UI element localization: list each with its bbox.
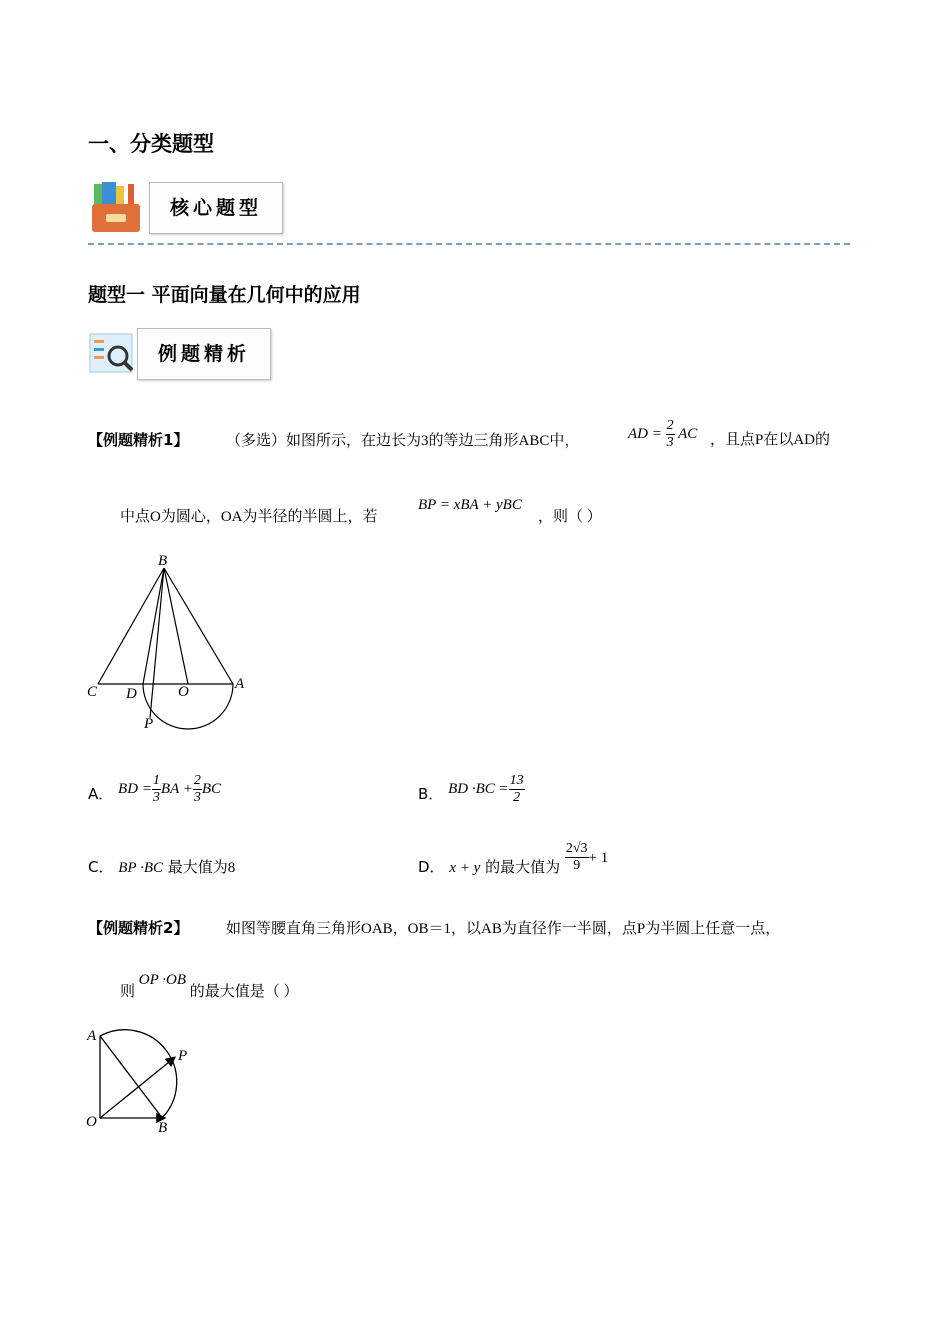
example-banner: 例题精析 xyxy=(137,328,271,380)
optionD-value: $\frac{2√3}{9}$ + 1 xyxy=(565,841,609,873)
label-D: D xyxy=(126,686,137,702)
core-banner-icon xyxy=(88,180,144,234)
optionA-letter: A． xyxy=(88,785,114,803)
example-banner-icon xyxy=(88,330,136,376)
optionB[interactable] xyxy=(418,773,525,806)
example2-text1: 如图等腰直角三角形OAB，OB＝1，以AB为直径作一半圆，点P为半圆上任意一点， xyxy=(226,921,781,937)
divider xyxy=(88,243,850,245)
type-title: 题型一 平面向量在几何中的应用 xyxy=(88,284,361,306)
label2-B: B xyxy=(158,1120,168,1136)
optionC-expression: BP ·BC xyxy=(118,860,163,876)
ad-lhs: AD = xyxy=(628,425,662,442)
example1-label: 【例题精析1】 xyxy=(88,431,189,449)
optionC-text: 最大值为8 xyxy=(167,860,236,876)
optionD-letter: D． xyxy=(418,858,445,876)
ad-expression xyxy=(628,418,697,451)
label-O: O xyxy=(178,684,189,700)
example1-line1 xyxy=(88,430,579,451)
example2-line1 xyxy=(88,918,780,939)
section-title: 一、分类题型 xyxy=(88,132,214,156)
optionA-expression: BD = $\frac{1}{3}$ BA + $\frac{2}{3}$ BC xyxy=(118,773,222,805)
example2-text2: 则 OP ·OB 的最大值是（ ） xyxy=(120,972,299,1000)
optionB-expression: BD ·BC = $\frac{13}{2}$ xyxy=(448,773,524,805)
optionD[interactable] xyxy=(418,841,609,878)
example1-text2: 中点O为圆心，OA为半径的半圆上，若 xyxy=(120,509,378,525)
example2-label: 【例题精析2】 xyxy=(88,919,189,937)
label2-A: A xyxy=(87,1028,97,1044)
optionD-text: 的最大值为 xyxy=(485,860,561,876)
ad-fraction: $\frac{2}{3}$ xyxy=(666,418,674,450)
label-C: C xyxy=(87,684,98,700)
label2-P: P xyxy=(178,1048,188,1064)
optionC-letter: C． xyxy=(88,858,114,876)
label-A: A xyxy=(235,676,245,692)
label-P: P xyxy=(144,716,154,732)
core-banner: 核心题型 xyxy=(149,182,283,234)
example1-text2-end: ，则（ ） xyxy=(538,509,602,525)
example1-text1: （多选）如图所示，在边长为3的等边三角形ABC中， xyxy=(226,433,580,449)
semicircle-figure xyxy=(84,1022,204,1142)
optionB-letter: B． xyxy=(418,785,444,803)
optionA[interactable] xyxy=(88,773,222,806)
label2-O: O xyxy=(86,1114,97,1130)
ad-rhs: AC xyxy=(678,425,698,442)
triangle-figure xyxy=(84,548,254,738)
op-ob-expression: OP ·OB xyxy=(138,972,186,988)
optionC[interactable] xyxy=(88,857,235,878)
bp-expression: BP = xBA + yBC xyxy=(418,497,522,513)
label-B: B xyxy=(158,553,168,569)
optionD-expression: x + y xyxy=(449,860,481,876)
example1-text1-end: ，且点P在以AD的 xyxy=(710,432,831,448)
